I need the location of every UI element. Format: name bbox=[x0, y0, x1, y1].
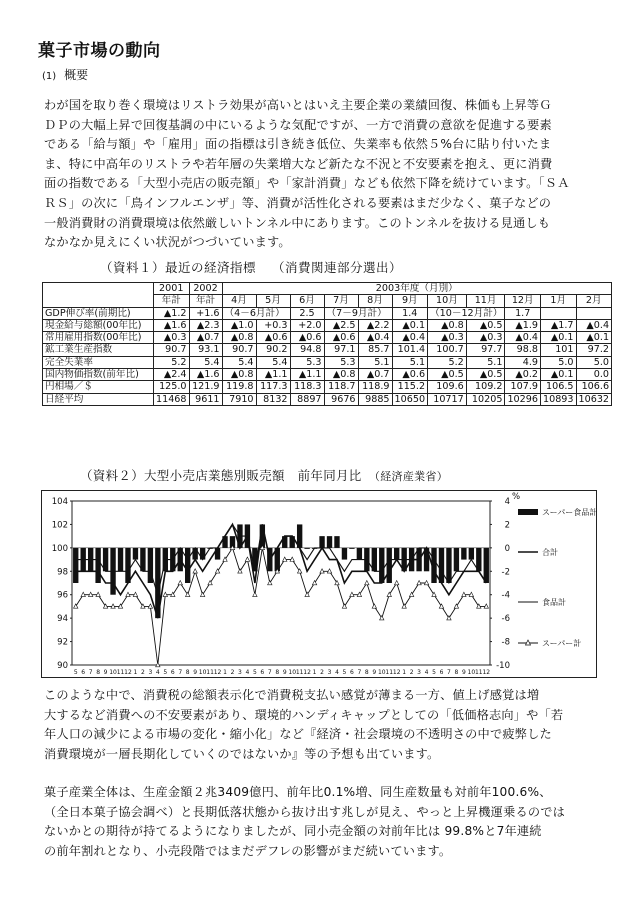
table-row bbox=[43, 381, 612, 393]
x-axis-tick: 8 bbox=[96, 669, 101, 676]
legend-super-marker bbox=[526, 640, 531, 645]
right-axis-tick: -8 bbox=[501, 637, 510, 648]
x-axis-tick: 8 bbox=[364, 669, 369, 676]
month-header: 10月 bbox=[428, 295, 467, 307]
x-axis-tick: 10 bbox=[288, 669, 297, 676]
bar-super-food bbox=[118, 548, 123, 571]
row-label: 現金給与総額(00年比) bbox=[43, 319, 154, 331]
text-line: このような中で、消費税の総額表示化で消費税支払い感覚が薄まる一方、値上げ感覚は増 bbox=[44, 688, 540, 702]
bar-super-food bbox=[304, 548, 309, 549]
table-cell: 9611 bbox=[189, 393, 222, 405]
left-axis-tick: 104 bbox=[51, 497, 68, 507]
table-cell: ▲2.5 bbox=[324, 319, 358, 331]
section-title: 概要 bbox=[64, 68, 89, 82]
bar-super-food bbox=[192, 548, 197, 560]
legend-bar-swatch bbox=[518, 509, 538, 515]
table-cell: ▲2.4 bbox=[154, 369, 190, 381]
table-title bbox=[100, 258, 402, 276]
chart-title-main: （資料２）大型小売店業態別販売額 前年同月比 bbox=[80, 468, 362, 483]
bar-super-food bbox=[200, 548, 205, 560]
table-cell: 118.3 bbox=[290, 381, 324, 393]
table-row bbox=[43, 393, 612, 405]
table-cell: 11468 bbox=[154, 393, 190, 405]
right-axis-unit: % bbox=[512, 492, 521, 502]
table-cell: 5.1 bbox=[392, 356, 428, 368]
row-label: 円相場／＄ bbox=[43, 381, 154, 393]
table-row bbox=[43, 332, 612, 344]
table-cell: 101 bbox=[540, 344, 576, 356]
text-line: ＤＰの大幅上昇で回復基調の中にいるような気配ですが、一方で消費の意欲を促進する要素 bbox=[44, 117, 552, 132]
x-axis-tick: 2 bbox=[140, 669, 145, 676]
table-cell: ▲0.3 bbox=[154, 332, 190, 344]
table-cell: 97.2 bbox=[576, 344, 612, 356]
bar-super-food bbox=[439, 548, 444, 583]
year-header: 2001 bbox=[154, 283, 190, 295]
text-line: ま、特に中高年のリストラや若年層の失業増大など新たな不況と不安要素を抱え、更に消費 bbox=[44, 156, 553, 171]
x-axis-tick: 10 bbox=[467, 669, 476, 676]
right-axis-tick: -2 bbox=[501, 567, 510, 578]
x-axis-tick: 11 bbox=[295, 669, 304, 676]
table-cell: 94.8 bbox=[290, 344, 324, 356]
right-axis-tick: 0 bbox=[504, 543, 510, 554]
chart-title bbox=[80, 466, 448, 484]
table-cell: 0.0 bbox=[576, 369, 612, 381]
table-cell: 4.9 bbox=[505, 356, 541, 368]
table-cell: ▲0.6 bbox=[392, 369, 428, 381]
x-axis-tick: 9 bbox=[193, 669, 198, 676]
x-axis-tick: 4 bbox=[245, 669, 250, 676]
super-total-point bbox=[394, 581, 398, 585]
table-cell: ▲1.6 bbox=[189, 369, 222, 381]
table-cell bbox=[540, 307, 576, 319]
table-cell: ▲0.8 bbox=[222, 332, 256, 344]
x-axis-tick: 11 bbox=[385, 669, 394, 676]
table-cell: 2.5 bbox=[290, 307, 324, 319]
bar-super-food bbox=[394, 548, 399, 560]
left-axis-tick: 94 bbox=[57, 614, 68, 625]
x-axis-tick: 6 bbox=[349, 669, 354, 676]
text-line: 年人口の減少による市場の変化・縮小化」など『経済・社会環境の不透明さの中で疲弊した bbox=[44, 727, 552, 742]
table-cell: ▲0.6 bbox=[324, 332, 358, 344]
table-row bbox=[43, 369, 612, 381]
table-cell: 5.2 bbox=[154, 356, 190, 368]
x-axis-tick: 9 bbox=[372, 669, 377, 676]
x-axis-tick: 6 bbox=[170, 669, 175, 676]
x-axis-tick: 7 bbox=[178, 669, 183, 676]
legend-super-food: スーパー食品計 bbox=[542, 508, 598, 517]
month-header: 8月 bbox=[358, 295, 392, 307]
table-cell: 115.2 bbox=[392, 381, 428, 393]
x-axis-tick: 5 bbox=[73, 669, 78, 676]
table-cell bbox=[576, 307, 612, 319]
super-total-point bbox=[372, 604, 376, 608]
text-line: である「給与額」や「雇用」面の指標は引き続き低位、失業率も依然５%台に貼り付いたま bbox=[44, 137, 552, 152]
year-header: 2002 bbox=[189, 283, 222, 295]
table-cell: +1.6 bbox=[189, 307, 222, 319]
table-cell: 5.0 bbox=[540, 356, 576, 368]
x-axis-tick: 10 bbox=[377, 669, 386, 676]
paragraph-consumption bbox=[44, 686, 604, 764]
x-axis-tick: 1 bbox=[133, 669, 138, 676]
table-cell: 5.2 bbox=[428, 356, 467, 368]
bar-super-food bbox=[357, 548, 362, 560]
table-cell: ▲1.6 bbox=[154, 319, 190, 331]
right-axis-tick: 2 bbox=[504, 520, 510, 531]
right-axis-tick: -10 bbox=[496, 661, 510, 671]
table-cell: ▲0.8 bbox=[428, 319, 467, 331]
table-cell: 5.4 bbox=[222, 356, 256, 368]
bar-super-food bbox=[125, 548, 130, 583]
x-axis-tick: 7 bbox=[447, 669, 451, 676]
bar-super-food bbox=[327, 536, 332, 548]
table-row bbox=[43, 344, 612, 356]
table-row bbox=[43, 356, 612, 368]
table-cell: ▲1.9 bbox=[505, 319, 541, 331]
year-sub-header: 年計 bbox=[189, 295, 222, 307]
left-axis-tick: 90 bbox=[57, 661, 68, 671]
table-cell: 1.4 bbox=[392, 307, 428, 319]
paragraph-industry bbox=[44, 783, 604, 861]
table-cell: 101.4 bbox=[392, 344, 428, 356]
month-header: 12月 bbox=[505, 295, 541, 307]
row-label: 完全失業率 bbox=[43, 356, 154, 368]
x-axis-tick: 4 bbox=[155, 669, 160, 676]
table-cell: ▲0.3 bbox=[428, 332, 467, 344]
x-axis-tick: 7 bbox=[88, 669, 93, 676]
table-cell: ▲1.2 bbox=[154, 307, 190, 319]
x-axis-tick: 5 bbox=[342, 669, 347, 676]
text-line: ＲＳ」の次に「鳥インフルエンザ」等、消費が活性化される要素はまだ少なく、菓子などの bbox=[44, 195, 552, 210]
table-cell: 90.7 bbox=[154, 344, 190, 356]
x-axis-tick: 11 bbox=[206, 669, 214, 676]
table-cell: 107.9 bbox=[505, 381, 541, 393]
text-line: なかなか見えにくい状況がつづいています。 bbox=[44, 235, 291, 250]
table-cell: ▲1.0 bbox=[222, 319, 256, 331]
table-cell: 5.3 bbox=[324, 356, 358, 368]
quarter-label: （10－12月計） bbox=[428, 307, 505, 319]
table-cell: ▲0.8 bbox=[324, 369, 358, 381]
table-cell: ▲0.1 bbox=[540, 369, 576, 381]
table-cell: 97.7 bbox=[466, 344, 505, 356]
row-label: 国内物価指数(前年比) bbox=[43, 369, 154, 381]
x-axis-tick: 10 bbox=[109, 669, 117, 676]
table-cell: 90.7 bbox=[222, 344, 256, 356]
text-line: 一般消費財の消費環境は依然厳しいトンネル中にあります。このトンネルを抜ける見通しも bbox=[44, 215, 551, 230]
x-axis-tick: 4 bbox=[335, 669, 339, 676]
x-axis-tick: 5 bbox=[252, 669, 257, 676]
bar-super-food bbox=[387, 548, 392, 583]
x-axis-tick: 3 bbox=[327, 669, 332, 676]
row-label: 鉱工業生産指数 bbox=[43, 344, 154, 356]
super-total-point bbox=[178, 581, 182, 585]
table-cell: ▲0.6 bbox=[256, 332, 290, 344]
x-axis-tick: 1 bbox=[402, 669, 407, 676]
month-header: 4月 bbox=[222, 295, 256, 307]
text-line: （全日本菓子協会調べ）と長期低落状態から抜け出す兆しが見え、やっと上昇機運乗るのでは bbox=[44, 804, 566, 819]
table-cell: 121.9 bbox=[189, 381, 222, 393]
bar-super-food bbox=[484, 548, 489, 583]
table-row-gdp bbox=[43, 307, 612, 319]
table-cell: ▲0.7 bbox=[358, 369, 392, 381]
sales-chart bbox=[41, 490, 597, 678]
table-cell: 125.0 bbox=[154, 381, 190, 393]
x-axis-tick: 11 bbox=[474, 669, 483, 676]
table-cell: 10717 bbox=[428, 393, 467, 405]
x-axis-tick: 6 bbox=[81, 669, 86, 676]
x-axis-tick: 9 bbox=[282, 669, 287, 676]
table-cell: ▲0.5 bbox=[466, 319, 505, 331]
bar-super-food bbox=[349, 548, 354, 549]
month-header: 11月 bbox=[466, 295, 505, 307]
left-axis-tick: 102 bbox=[51, 520, 68, 531]
table-cell: +2.0 bbox=[290, 319, 324, 331]
table-cell: +0.3 bbox=[256, 319, 290, 331]
table-cell: 9885 bbox=[358, 393, 392, 405]
bar-super-food bbox=[461, 548, 466, 560]
section-number: (1) bbox=[42, 71, 57, 82]
indicator-rows bbox=[43, 319, 612, 405]
bar-super-food bbox=[342, 548, 347, 560]
sales-chart-svg bbox=[42, 491, 598, 679]
right-axis-tick: -6 bbox=[501, 614, 510, 625]
table-cell: 10650 bbox=[392, 393, 428, 405]
x-axis-tick: 6 bbox=[260, 669, 265, 676]
row-label: 常用雇用指数(00年比) bbox=[43, 332, 154, 344]
row-label: 日経平均 bbox=[43, 393, 154, 405]
x-axis-tick: 2 bbox=[230, 669, 235, 676]
month-header: 2月 bbox=[576, 295, 612, 307]
fiscal-year-header: 2003年度（月別） bbox=[222, 283, 612, 295]
table-cell: ▲0.6 bbox=[290, 332, 324, 344]
table-cell: 97.1 bbox=[324, 344, 358, 356]
chart-title-source: （経済産業省） bbox=[374, 470, 449, 483]
table-cell: 5.3 bbox=[290, 356, 324, 368]
x-axis-tick: 12 bbox=[303, 669, 311, 676]
table-cell: ▲0.5 bbox=[428, 369, 467, 381]
bar-super-food bbox=[379, 548, 384, 583]
table-cell: 100.7 bbox=[428, 344, 467, 356]
table-cell: 118.7 bbox=[324, 381, 358, 393]
table-cell: 98.8 bbox=[505, 344, 541, 356]
bar-super-food bbox=[133, 548, 138, 560]
bar-super-food bbox=[446, 548, 451, 583]
bar-super-food bbox=[185, 548, 190, 583]
table-cell: ▲1.7 bbox=[540, 319, 576, 331]
x-axis-tick: 3 bbox=[148, 669, 153, 676]
x-axis-tick: 7 bbox=[267, 669, 272, 676]
x-axis-tick: 8 bbox=[275, 669, 280, 676]
table-cell: 106.5 bbox=[540, 381, 576, 393]
table-cell: ▲0.4 bbox=[392, 332, 428, 344]
table-cell: 7910 bbox=[222, 393, 256, 405]
bar-super-food bbox=[454, 548, 459, 571]
x-axis-tick: 12 bbox=[482, 669, 491, 676]
table-cell: 106.6 bbox=[576, 381, 612, 393]
right-axis-tick: 4 bbox=[504, 497, 510, 507]
x-axis-tick: 1 bbox=[312, 669, 317, 676]
x-axis-tick: 5 bbox=[432, 669, 436, 676]
year-sub-header: 年計 bbox=[154, 295, 190, 307]
quarter-label: （4－6月計） bbox=[222, 307, 290, 319]
table-cell: 10205 bbox=[466, 393, 505, 405]
table-cell: ▲0.1 bbox=[576, 332, 612, 344]
table-cell: 90.2 bbox=[256, 344, 290, 356]
table-cell: 117.3 bbox=[256, 381, 290, 393]
table-cell: 10296 bbox=[505, 393, 541, 405]
text-line: 大するなど消費への不安要素があり、環境的ハンディキャップとしての「低価格志向」や「若 bbox=[44, 707, 564, 722]
table-cell: ▲0.1 bbox=[392, 319, 428, 331]
table-cell: 8897 bbox=[290, 393, 324, 405]
table-cell: ▲2.3 bbox=[189, 319, 222, 331]
table-cell: 9676 bbox=[324, 393, 358, 405]
month-header: 7月 bbox=[324, 295, 358, 307]
x-axis-tick: 3 bbox=[417, 669, 422, 676]
bar-super-food bbox=[319, 536, 324, 548]
text-line: の前年割れとなり、小売段階ではまだデフレの影響がまだ続いています。 bbox=[44, 843, 452, 858]
month-header: 6月 bbox=[290, 295, 324, 307]
table-cell: 93.1 bbox=[189, 344, 222, 356]
bar-super-food bbox=[334, 536, 339, 548]
x-axis-tick: 12 bbox=[213, 669, 222, 676]
table-cell: ▲0.4 bbox=[505, 332, 541, 344]
left-axis-tick: 100 bbox=[51, 543, 68, 554]
table-title-main: （資料１）最近の経済指標 bbox=[100, 260, 257, 275]
table-cell: 109.6 bbox=[428, 381, 467, 393]
bar-super-food bbox=[73, 548, 78, 583]
x-axis-tick: 10 bbox=[198, 669, 207, 676]
table-cell: 5.4 bbox=[256, 356, 290, 368]
legend-total: 合計 bbox=[542, 548, 558, 557]
table-cell: ▲0.3 bbox=[466, 332, 505, 344]
table-cell: 8132 bbox=[256, 393, 290, 405]
x-axis-tick: 12 bbox=[124, 669, 132, 676]
table-row bbox=[43, 319, 612, 331]
left-axis-tick: 98 bbox=[57, 567, 68, 578]
month-header: 1月 bbox=[540, 295, 576, 307]
table-cell: 5.0 bbox=[576, 356, 612, 368]
right-axis-tick: -4 bbox=[501, 590, 510, 601]
x-axis-tick: 4 bbox=[424, 669, 429, 676]
legend-food: 食品計 bbox=[542, 598, 566, 607]
x-axis-tick: 5 bbox=[163, 669, 168, 676]
x-axis-tick: 2 bbox=[320, 669, 324, 676]
left-axis-tick: 92 bbox=[57, 637, 68, 648]
text-line: 面の指数である「大型小売店の販売額」や「家計消費」なども依然下降を続けています。「ＳＡ bbox=[44, 176, 570, 191]
super-total-point bbox=[253, 592, 257, 596]
x-axis-tick: 7 bbox=[357, 669, 362, 676]
table-cell: ▲0.4 bbox=[576, 319, 612, 331]
economic-indicators-table bbox=[42, 282, 612, 406]
x-axis-tick: 11 bbox=[116, 669, 125, 676]
table-cell: 5.1 bbox=[466, 356, 505, 368]
table-cell: 119.8 bbox=[222, 381, 256, 393]
table-cell: ▲0.8 bbox=[222, 369, 256, 381]
table-cell: 5.1 bbox=[358, 356, 392, 368]
bar-super-food bbox=[469, 548, 474, 560]
table-cell: 5.4 bbox=[189, 356, 222, 368]
super-total-point bbox=[193, 569, 197, 573]
table-cell: 10632 bbox=[576, 393, 612, 405]
table-cell: ▲0.7 bbox=[189, 332, 222, 344]
quarter-label: （7－9月計） bbox=[324, 307, 392, 319]
x-axis-tick: 1 bbox=[223, 669, 227, 676]
table-cell: ▲2.2 bbox=[358, 319, 392, 331]
super-total-point bbox=[245, 557, 249, 561]
text-line: わが国を取り巻く環境はリストラ効果が高いとはいえ主要企業の業績回復、株価も上昇等Ｇ bbox=[44, 98, 552, 112]
row-label: GDP伸び率(前期比) bbox=[43, 307, 154, 319]
text-line: ないかとの期待が持てるようになりましたが、同小売金額の対前年比は 99.8%と7年連続 bbox=[44, 824, 542, 839]
table-cell: ▲1.1 bbox=[290, 369, 324, 381]
x-axis-tick: 2 bbox=[409, 669, 414, 676]
x-axis-tick: 8 bbox=[454, 669, 459, 676]
table-cell: 85.7 bbox=[358, 344, 392, 356]
table-cell: ▲0.5 bbox=[466, 369, 505, 381]
left-axis-tick: 96 bbox=[57, 590, 68, 601]
super-total-point bbox=[365, 581, 369, 585]
text-line: 消費環境が一層長期化していくのではないか』等の予想も出ています。 bbox=[44, 746, 440, 761]
month-header: 5月 bbox=[256, 295, 290, 307]
section-heading bbox=[42, 66, 88, 83]
table-cell: 109.2 bbox=[466, 381, 505, 393]
table-cell: ▲0.2 bbox=[505, 369, 541, 381]
table-cell: ▲0.1 bbox=[540, 332, 576, 344]
paragraph-overview bbox=[44, 96, 604, 253]
table-corner-cell bbox=[43, 283, 154, 308]
x-axis-tick: 3 bbox=[238, 669, 242, 676]
x-axis-tick: 9 bbox=[103, 669, 108, 676]
x-axis-tick: 9 bbox=[461, 669, 466, 676]
x-axis-tick: 12 bbox=[392, 669, 401, 676]
page-heading: 菓子市場の動向 bbox=[38, 41, 161, 61]
bar-super-food bbox=[95, 548, 100, 583]
x-axis-tick: 8 bbox=[185, 669, 190, 676]
table-cell: 118.9 bbox=[358, 381, 392, 393]
table-cell: ▲1.1 bbox=[256, 369, 290, 381]
table-header-row bbox=[43, 283, 612, 295]
x-axis-tick: 6 bbox=[439, 669, 444, 676]
legend-super: スーパー計 bbox=[542, 639, 582, 648]
table-title-qualifier: （消費関連部分選出） bbox=[272, 260, 403, 275]
month-header: 9月 bbox=[392, 295, 428, 307]
table-cell: 1.7 bbox=[505, 307, 541, 319]
table-cell: ▲0.4 bbox=[358, 332, 392, 344]
text-line: 菓子産業全体は、生産金額２兆3409億円、前年比0.1%増、同生産数量も対前年100.6%、 bbox=[44, 785, 552, 799]
table-cell: 10893 bbox=[540, 393, 576, 405]
